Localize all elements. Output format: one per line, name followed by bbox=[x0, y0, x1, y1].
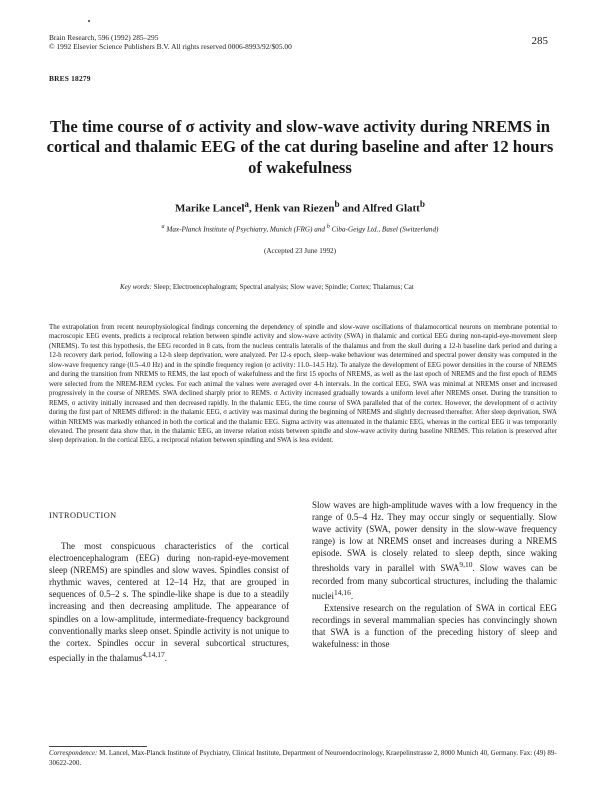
author-list: Marike Lancel$^a$, Henk van Riezen$^b$ and Alfred Glatt$^b$ bbox=[175, 199, 425, 215]
author-affiliation-mark: a bbox=[244, 199, 249, 209]
author-name: Alfred Glatt bbox=[362, 202, 420, 215]
author-name: Marike Lancel bbox=[175, 202, 245, 215]
citation-reference: 4,14,17 bbox=[142, 649, 165, 659]
author-affiliation-mark: b bbox=[419, 199, 425, 209]
keywords-label: Key words: bbox=[120, 283, 152, 291]
paragraph-text: . bbox=[350, 590, 354, 601]
correspondence-footnote bbox=[49, 749, 559, 768]
citation-reference: 14,16 bbox=[334, 587, 351, 597]
intro-paragraph: Extensive research on the regulation of SWA in cortical EEG recordings in several mammalian species has convincingly shown that SWA is a function of the preceding history of sleep and wakefulness: in those bbox=[312, 602, 557, 650]
paragraph-text: The most conspicuous characteristics of the cortical electroencephalogram (EEG) during non-rapid-eye-movement sleep (NREMS) are spindles and slow waves. Spindles consist of rhythmic waves, centered at 12–14 Hz, that are grouped in sequences of 0.5–2 s. The spindle-like shape is due to a steadily increasing and then decreasing amplitude. The appearance of spindles on a low-amplitude, intermediate-frequency background conventionally marks sleep onset. Spindle activity is not unique to the cortex. Spindles occur in several subcortical structures, especially in the thalamus bbox=[49, 541, 289, 663]
paragraph-text: . bbox=[164, 652, 167, 663]
footnote-rule bbox=[49, 746, 147, 747]
section-heading-introduction: INTRODUCTION bbox=[49, 511, 117, 520]
correspondence-text: M. Lancel, Max-Planck Institute of Psychiatry, Clinical Institute, Department of Neuroendocrinology, Kraepelinstrasse 2, 8000 Munich 40, Germany. Fax: (49) 89-30622-200. bbox=[49, 749, 557, 767]
copyright-line: © 1992 Elsevier Science Publishers B.V. All rights reserved 0006-8993/92/$05.00 bbox=[49, 42, 292, 51]
paragraph-text: . Slow waves can be recorded from many subcortical structures, including the thalamic nuclei bbox=[312, 563, 557, 601]
body-column-right bbox=[312, 499, 557, 650]
intro-paragraph bbox=[49, 540, 289, 664]
affiliations bbox=[0, 224, 600, 233]
affiliation-mark: a bbox=[161, 224, 165, 230]
paragraph-text: Slow waves are high-amplitude waves with a low frequency in the range of 0.5–4 Hz. They may occur singly or sequentially. Slow wave activity (SWA, power density in the slow-wave frequency range) is low at NREMS onset and increases during a NREMS episode. SWA is closely related to sleep depth, since waking thresholds vary in parallel with SWA bbox=[312, 500, 557, 574]
scan-speck bbox=[88, 20, 90, 22]
abstract-text: The extrapolation from recent neurophysiological findings concerning the dependency of spindle and slow-wave oscillations of thalamocortical neurons on membrane potential to macroscopic EEG events, predicts a reciprocal relation between spindle activity and slow-wave activity (SWA) in thalamic and cortical EEG during non-rapid-eye-movement sleep (NREMS). To test this hypothesis, the EEG recorded in 8 cats, from the nucleus centralis lateralis of the thalamus and from the skull during a 12-h baseline dark period and during a 12-h recovery dark period, following a 12-h sleep deprivation, were analyzed. Per 12-s epoch, sleep–wake behaviour was determined and spectral power density was computed in the slow-wave frequency range (0.5–4.0 Hz) and in the spindle frequency region (σ activity: 11.0–14.5 Hz). To analyze the development of EEG power densities in the course of NREMS and during the transition from NREMS to REMS, the last epoch of wakefulness and the first 15 epochs of NREMS, as well as the last epoch of NREMS and the first epoch of REMS were selected from the NREM-REM cycles. For each animal the values were averaged over 4-h intervals. In the cortical EEG, SWA was minimal at NREMS onset and increased progressively in the course of NREMS. SWA declined sharply prior to REMS. σ Activity increased gradually towards a uniform level after NREMS onset. During the transition to REMS, σ activity initially increased and then decreased rapidly. In the thalamic EEG, the time course of SWA paralleled that of the cortex. However, the development of σ activity during the first part of NREMS differed: in the thalamic EEG, σ activity was maximal during the beginning of NREMS and slightly decreased thereafter. After sleep deprivation, SWA within NREMS was markedly enhanced in both the cortical and the thalamic EEG. Sigma activity was attenuated in the thalamic EEG, whereas in the cortical EEG it was temporarily elevated. The present data show that, in the thalamic EEG, an inverse relation exists between spindle and slow-wave activity during baseline NREMS. This relation is preserved after sleep deprivation. In the cortical EEG, a reciprocal relation between spindling and SWA is less evident. bbox=[49, 324, 557, 445]
abstract bbox=[49, 323, 557, 446]
body-column-left bbox=[49, 540, 289, 664]
keywords-text: Sleep; Electroencephalogram; Spectral analysis; Slow wave; Spindle; Cortex; Thalamus; Cat bbox=[153, 283, 414, 291]
article-title: The time course of σ activity and slow-wave activity during NREMS in cortical and thalamic EEG of the cat during baseline and after 12 hours of wakefulness bbox=[46, 117, 554, 177]
page-number: 285 bbox=[531, 35, 548, 47]
citation-reference: 9,10 bbox=[459, 560, 473, 570]
article-id: BRES 18279 bbox=[49, 74, 91, 83]
correspondence-label: Correspondence: bbox=[49, 749, 98, 757]
accepted-date: (Accepted 23 June 1992) bbox=[263, 247, 337, 255]
intro-paragraph bbox=[312, 499, 557, 602]
author-conjunction: and bbox=[342, 202, 361, 215]
journal-citation: Brain Research, 596 (1992) 285–295 bbox=[49, 33, 159, 42]
keywords-line bbox=[120, 283, 560, 291]
author-name: Henk van Riezen bbox=[254, 202, 335, 215]
affiliation-text: Max-Planck Institute of Psychiatry, Munich (FRG) and bbox=[164, 225, 327, 234]
affiliation-mark: b bbox=[326, 224, 330, 230]
author-affiliation-mark: b bbox=[334, 199, 340, 209]
affiliation-text: Ciba-Geigy Ltd., Basel (Switzerland) bbox=[329, 225, 439, 234]
